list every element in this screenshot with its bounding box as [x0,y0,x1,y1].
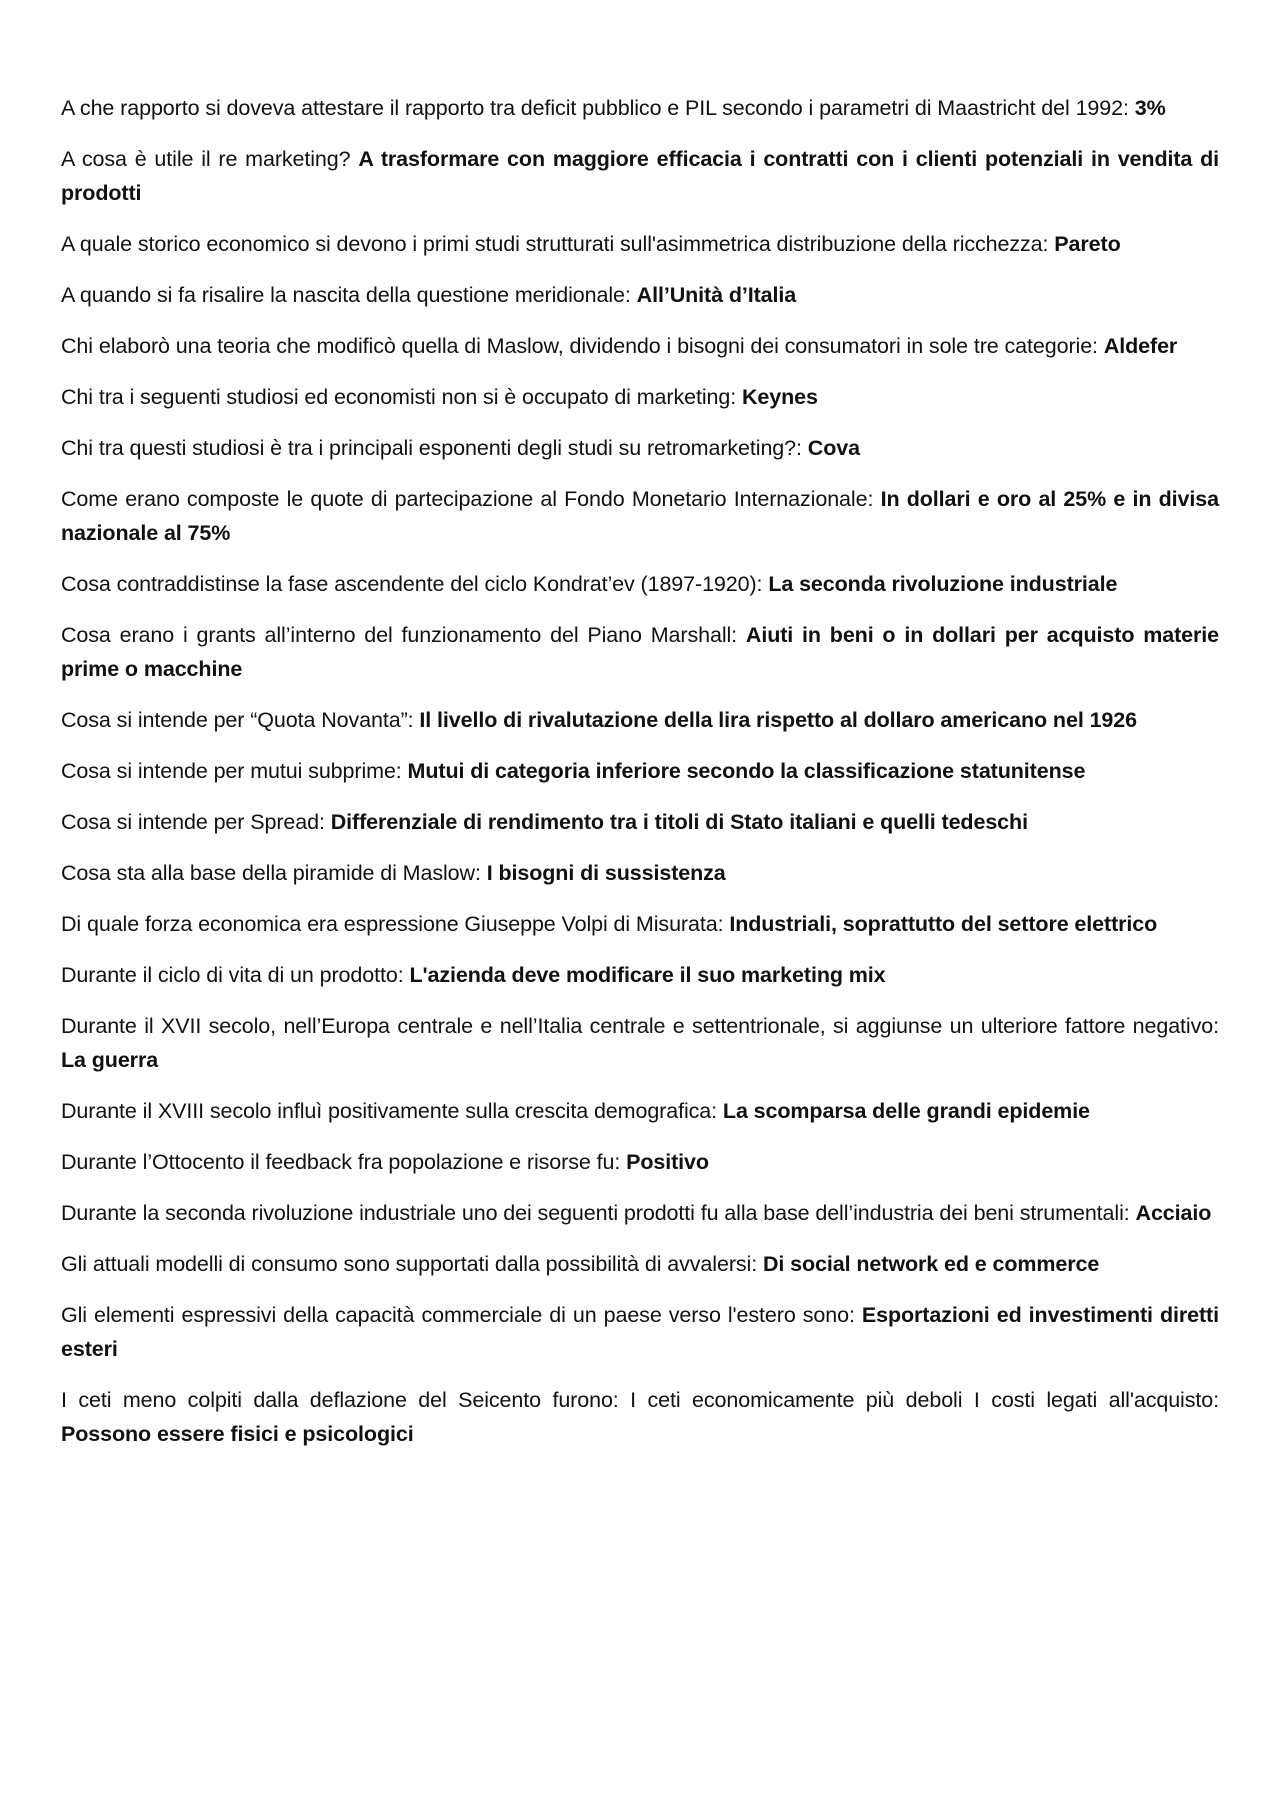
question-text: Durante la seconda rivoluzione industriale uno dei seguenti prodotti fu alla base dell’industria dei beni strumentali: [61,1201,1130,1225]
qa-item [61,431,1219,465]
answer-text: La guerra [61,1048,159,1072]
answer-text: Pareto [1054,232,1121,256]
answer-text: Positivo [626,1150,709,1174]
answer-text: Industriali, soprattutto del settore elettrico [729,912,1158,936]
answer-text: Mutui di categoria inferiore secondo la classificazione statunitense [407,759,1086,783]
question-text: A quale storico economico si devono i primi studi strutturati sull'asimmetrica distribuzione della ricchezza: [61,232,1049,256]
answer-text: La scomparsa delle grandi epidemie [722,1099,1090,1123]
question-text: A quando si fa risalire la nascita della questione meridionale: [61,283,631,307]
qa-item [61,958,1219,992]
question-text: Durante il XVIII secolo influì positivamente sulla crescita demografica: [61,1099,718,1123]
question-text: Durante l’Ottocento il feedback fra popolazione e risorse fu: [61,1150,621,1174]
answer-text: Aldefer [1103,334,1178,358]
question-text: Chi tra i seguenti studiosi ed economisti non si è occupato di marketing: [61,385,737,409]
qa-item [61,1383,1219,1451]
question-text: Gli attuali modelli di consumo sono supportati dalla possibilità di avvalersi: [61,1252,758,1276]
question-text: Cosa erano i grants all’interno del funzionamento del Piano Marshall: [61,623,738,647]
answer-text: Cova [807,436,860,460]
qa-item [61,1247,1219,1281]
question-text: Gli elementi espressivi della capacità commerciale di un paese verso l'estero sono: [61,1303,855,1327]
qa-item [61,380,1219,414]
answer-text: I bisogni di sussistenza [486,861,726,885]
qa-item [61,1009,1219,1077]
question-text: Cosa contraddistinse la fase ascendente del ciclo Kondrat’ev (1897-1920): [61,572,763,596]
qa-item [61,567,1219,601]
qa-item [61,91,1219,125]
qa-item [61,907,1219,941]
question-text: Cosa si intende per mutui subprime: [61,759,402,783]
answer-text: La seconda rivoluzione industriale [768,572,1118,596]
answer-text: Possono essere fisici e psicologici [61,1422,414,1446]
qa-item [61,703,1219,737]
qa-item [61,482,1219,550]
question-text: Chi elaborò una teoria che modificò quella di Maslow, dividendo i bisogni dei consumatori in sole tre categorie: [61,334,1098,358]
question-text: Cosa si intende per Spread: [61,810,325,834]
answer-text: Acciaio [1135,1201,1212,1225]
qa-item [61,1145,1219,1179]
answer-text: Di social network ed e commerce [762,1252,1100,1276]
qa-item [61,227,1219,261]
qa-item [61,329,1219,363]
question-text: I ceti meno colpiti dalla deflazione del Seicento furono: I ceti economicamente più deboli I costi legati all'acquisto: [61,1388,1219,1412]
qa-item [61,754,1219,788]
question-text: Chi tra questi studiosi è tra i principali esponenti degli studi su retromarketing?: [61,436,802,460]
question-text: Come erano composte le quote di partecipazione al Fondo Monetario Internazionale: [61,487,874,511]
qa-item [61,142,1219,210]
qa-item [61,805,1219,839]
question-text: Durante il XVII secolo, nell’Europa centrale e nell’Italia centrale e settentrionale, si aggiunse un ulteriore fattore negativo: [61,1014,1219,1038]
qa-item [61,1094,1219,1128]
question-text: A che rapporto si doveva attestare il rapporto tra deficit pubblico e PIL secondo i parametri di Maastricht del 1992: [61,96,1129,120]
qa-list [61,91,1219,1468]
question-text: Cosa si intende per “Quota Novanta”: [61,708,414,732]
answer-text: Esportazioni ed investimenti diretti esteri [61,1303,1219,1361]
answer-text: In dollari e oro al 25% e in divisa nazionale al 75% [61,487,1219,545]
answer-text: 3% [1134,96,1166,120]
answer-text: A trasformare con maggiore efficacia i contratti con i clienti potenziali in vendita di prodotti [61,147,1220,205]
question-text: Di quale forza economica era espressione Giuseppe Volpi di Misurata: [61,912,724,936]
answer-text: All’Unità d’Italia [636,283,797,307]
qa-item [61,856,1219,890]
answer-text: Differenziale di rendimento tra i titoli di Stato italiani e quelli tedeschi [330,810,1028,834]
question-text: A cosa è utile il re marketing? [61,147,351,171]
answer-text: Il livello di rivalutazione della lira rispetto al dollaro americano nel 1926 [419,708,1138,732]
qa-item [61,1196,1219,1230]
question-text: Durante il ciclo di vita di un prodotto: [61,963,404,987]
answer-text: Keynes [741,385,818,409]
qa-item [61,278,1219,312]
answer-text: L'azienda deve modificare il suo marketing mix [409,963,886,987]
qa-item [61,1298,1219,1366]
qa-item [61,618,1219,686]
question-text: Cosa sta alla base della piramide di Maslow: [61,861,481,885]
answer-text: Aiuti in beni o in dollari per acquisto materie prime o macchine [61,623,1219,681]
